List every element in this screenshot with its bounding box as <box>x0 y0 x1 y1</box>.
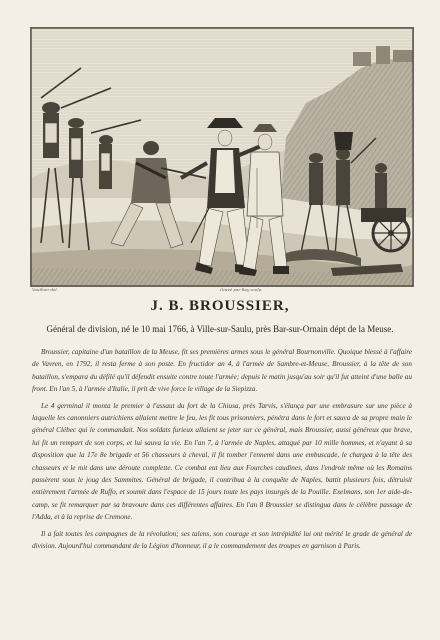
battle-engraving-image <box>30 27 414 287</box>
page-title: J. B. BROUSSIER, <box>150 298 290 314</box>
biography-paragraph: Le 4 germinal il monta le premier à l'assaut du fort de la Chiusa, près Tarvis, s'élança par une embrasure sur une pièce à laquelle les canonniers autrichiens allaient mettre le feu, les fit tous prisonniers, pénétra dans le fort et sauva de sa propre main le général Clébec qui le commandait. Nos soldats furieux allaient se jeter sur ce général, mais Broussier, aussi généreux que brave, lui fit un rempart de son corps, et lui sauva la vie. En l'an 7, à l'armée de Naples, attaqué par 10 mille hommes, et n'ayant à sa disposition que la 17e 8e brigade et 56 chasseurs à cheval, il fit tomber l'ennemi dans une embuscade, le chargea à la tête des chasseurs et le mit dans une déroute complette. Ce combat eut lieu aux Fourches caudines, dans l'endroit même où les Romains passèrent sous le joug des Sammites. Général de brigade, il contribua à la conquête de Naples, battit plusieurs fois, détruisit entièrement l'armée de Ruffo, et soumit dans l'espace de 15 jours toute les pays insurgés de la Pouille. Exelmans, son 1er aide-de-camp, se fit remarquer par sa bravoure dans ces différentes affaires. En l'an 8 Broussier se distingua dans le célèbre passage de l'Adda, et à la reprise de Cremone. <box>32 401 412 522</box>
biography-paragraph: Il a fait toutes les campagnes de la révolution; ses talens, son courage et son intrépidité lui ont mérité le grade de général de division. Aujourd'hui commandant de la Légion d'honneur, il a le commandement des troupes en garnison à Paris. <box>32 529 412 551</box>
engraver-credit-left: Vauthier del. <box>32 287 58 292</box>
biography-text <box>32 346 412 555</box>
engraver-credit-right: Gravé par Roy sculp. <box>220 287 263 292</box>
biography-paragraph: Broussier, capitaine d'un bataillon de la Meuse, fit ses premières armes sous le général Bournonville. Quoique blessé à l'affaire de Vavren, en 1792, il resta ferme à son poste. En fructidor an 4, à l'armée de Sambre-et-Meuse, Broussier, à la tête de son bataillon, s'empara du défilé qu'il défendit ensuite contre toute l'armée; depuis le matin jusqu'au soir qu'il fut atteint d'une balle au front. En l'an 5, à l'armée d'Italie, il prit de vive force le village de la Siepizza. <box>32 348 412 394</box>
page-subtitle: Général de division, né le 10 mai 1766, à Ville-sur-Saulu, près Bar-sur-Ornain dépt de la Meuse. <box>46 324 394 334</box>
